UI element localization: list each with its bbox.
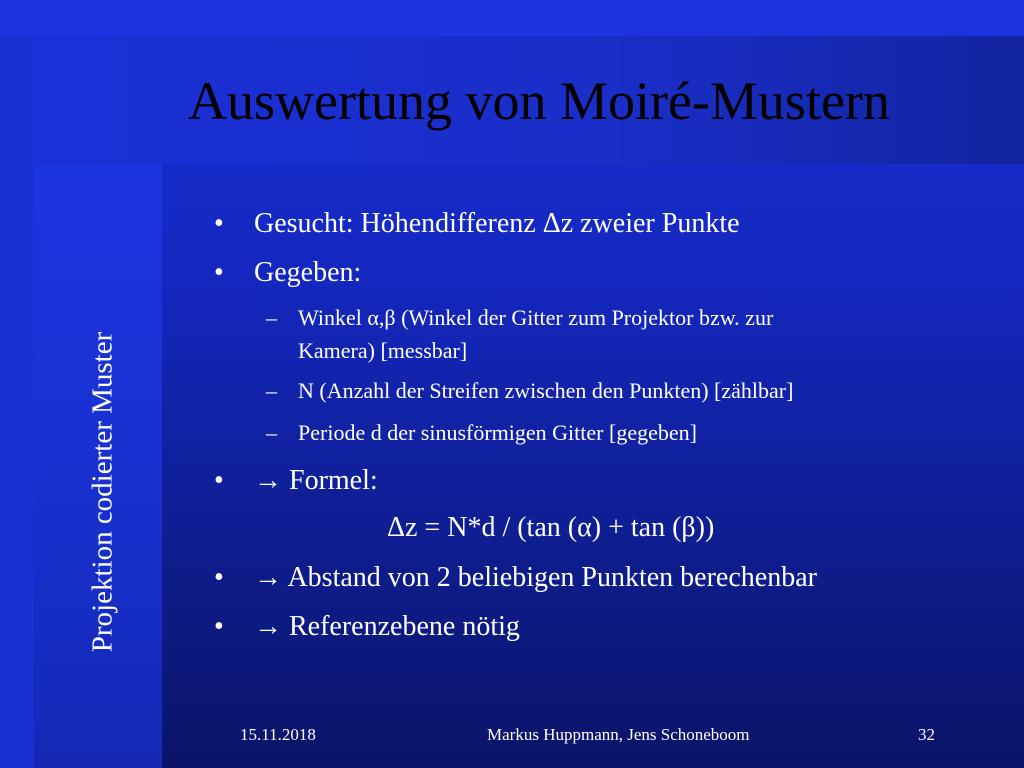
- formula: Δz = N*d / (tan (α) + tan (β)): [387, 512, 715, 543]
- slide-title: Auswertung von Moiré-Mustern: [188, 71, 890, 131]
- sub-bullet-text: Winkel α,β (Winkel der Gitter zum Projektor bzw. zur: [298, 305, 774, 330]
- sub-bullet-mark: –: [266, 378, 277, 403]
- bullet-text: → Abstand von 2 beliebigen Punkten berechenbar: [254, 562, 817, 593]
- sidebar-label: Projektion codierter Muster: [86, 331, 119, 653]
- left-strip: [0, 36, 34, 768]
- sub-bullet-mark: –: [266, 305, 277, 330]
- bullet-mark: •: [214, 562, 224, 593]
- bullet-mark: •: [214, 465, 224, 496]
- bullet-mark: •: [214, 257, 224, 288]
- footer-authors: Markus Huppmann, Jens Schoneboom: [487, 725, 750, 744]
- bullet-text: → Formel:: [254, 465, 378, 496]
- bullet-mark: •: [214, 611, 224, 642]
- bullet-mark: •: [214, 208, 224, 239]
- footer-date: 15.11.2018: [240, 725, 316, 744]
- sub-bullet-text: Periode d der sinusförmigen Gitter [gegeben]: [298, 420, 697, 445]
- footer-page-number: 32: [918, 725, 935, 744]
- sub-bullet-text: N (Anzahl der Streifen zwischen den Punkten) [zählbar]: [298, 378, 794, 403]
- bullet-text: Gesucht: Höhendifferenz Δz zweier Punkte: [254, 208, 740, 239]
- sub-bullet-mark: –: [266, 420, 277, 445]
- top-band: [0, 0, 1024, 36]
- sub-bullet-text: Kamera) [messbar]: [298, 338, 468, 363]
- bullet-text: → Referenzebene nötig: [254, 611, 520, 642]
- bullet-text: Gegeben:: [254, 257, 362, 288]
